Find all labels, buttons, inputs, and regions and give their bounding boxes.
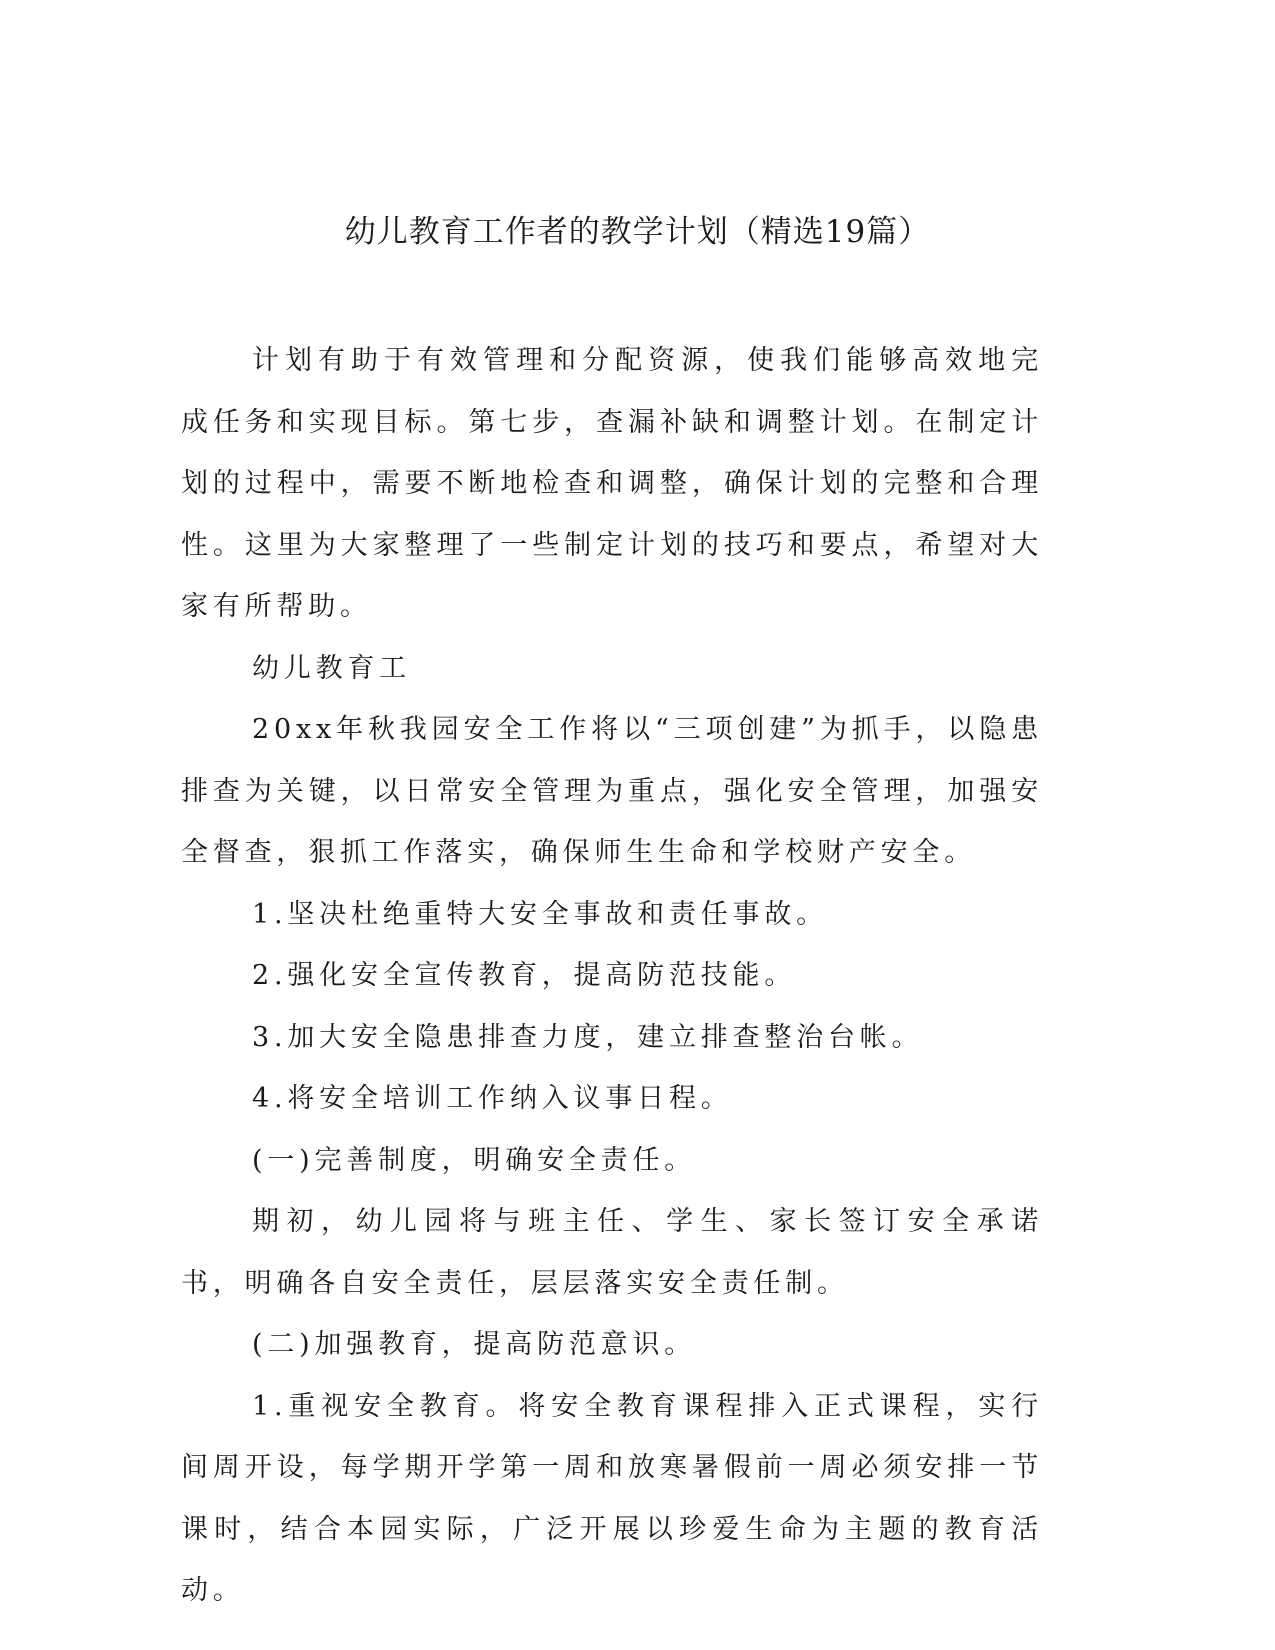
list-item-goal-3: 3.加大安全隐患排查力度，建立排查整治台帐。: [252, 1021, 924, 1053]
paragraph-safety-overview: 20xx年秋我园安全工作将以“三项创建”为抓手，以隐患排查为关键，以日常安全管理为重点，强化安全管理，加强安全督查，狠抓工作落实，确保师生生命和学校财产安全。: [181, 714, 1043, 868]
paragraph-safety-education: 1.重视安全教育。将安全教育课程排入正式课程，实行间周开设，每学期开学第一周和放寒暑假前一周必须安排一节课时，结合本园实际，广泛开展以珍爱生命为主题的教育活动。: [181, 1390, 1043, 1606]
subheading-two: (二)加强教育，提高防范意识。: [252, 1329, 697, 1360]
document-title: 幼儿教育工作者的教学计划（精选19篇）: [344, 214, 931, 250]
paragraph-section-heading: 幼儿教育工: [252, 652, 411, 684]
list-item-goal-4: 4.将安全培训工作纳入议事日程。: [252, 1083, 733, 1114]
paragraph-intro: 计划有助于有效管理和分配资源，使我们能够高效地完成任务和实现目标。第七步，查漏补缺和调整计划。在制定计划的过程中，需要不断地检查和调整，确保计划的完整和合理性。这里为大家整理了一些制定计划的技巧和要点，希望对大家有所帮助。: [181, 345, 1043, 622]
subheading-one: (一)完善制度，明确安全责任。: [252, 1144, 697, 1176]
list-item-goal-2: 2.强化安全宣传教育，提高防范技能。: [252, 960, 797, 991]
list-item-goal-1: 1.坚决杜绝重特大安全事故和责任事故。: [252, 898, 828, 930]
paragraph-responsibility: 期初，幼儿园将与班主任、学生、家长签订安全承诺书，明确各自安全责任，层层落实安全责任制。: [181, 1206, 1043, 1299]
document-body: [181, 330, 1043, 1622]
